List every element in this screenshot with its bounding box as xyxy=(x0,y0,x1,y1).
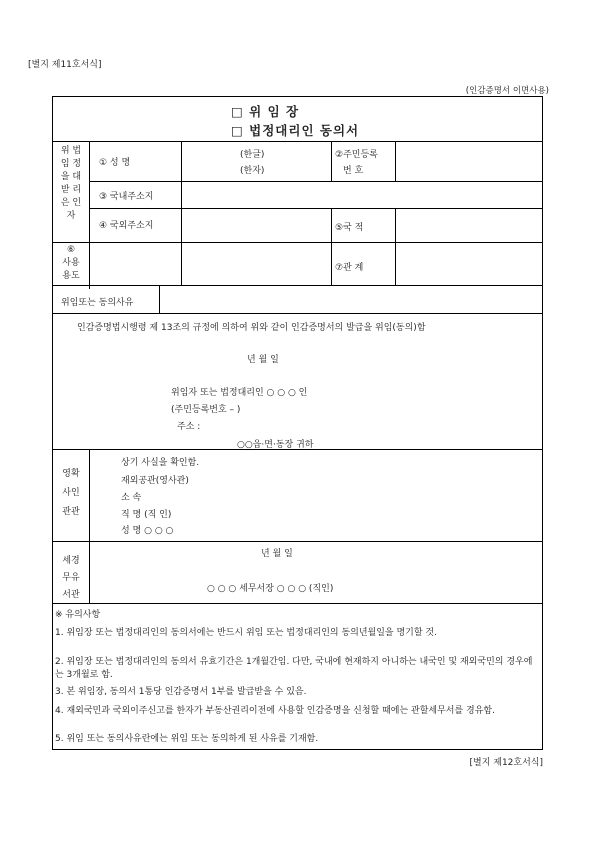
foreign-address-label: ④ 국외주소지 xyxy=(99,221,154,231)
note-item-4: 4. 재외국민과 국외이주신고를 한자가 부동산권리이전에 사용할 인감증명을 신청할 때에는 관할세무서를 경유함. xyxy=(55,706,495,716)
note-item-1: 1. 위임장 또는 법정대리인의 동의서에는 반드시 위임 또는 법정대리인의 동의년월일을 명기할 것. xyxy=(55,628,437,638)
relation-label: ⑦관 계 xyxy=(335,263,364,273)
nationality-field[interactable] xyxy=(399,218,539,232)
name-hanja-field[interactable]: (한자) xyxy=(240,166,265,176)
name-hangul-field[interactable]: (한글) xyxy=(240,150,265,160)
delegator-side-label: 위 법 임 정 을 대 받 리 은 인 자 xyxy=(60,146,82,221)
delegator-signature-line: 위임자 또는 법정대리인 ○ ○ ○ 인 xyxy=(171,388,308,398)
foreign-address-field[interactable] xyxy=(187,216,327,230)
delegator-address-line: 주소 : xyxy=(177,422,201,432)
title-guardian-consent: □ 법정대리인 동의서 xyxy=(231,123,360,138)
consul-label: 영확 사인 관관 xyxy=(62,469,80,517)
reason-label: 위임또는 동의사유 xyxy=(61,298,134,308)
consul-affiliation: 소 속 xyxy=(121,493,142,503)
footer-form-number: [별지 제12호서식] xyxy=(469,758,543,768)
usage-field[interactable] xyxy=(93,251,327,277)
tax-signature-line: ○ ○ ○ 세무서장 ○ ○ ○ (직인) xyxy=(207,584,334,594)
notes-heading: ※ 유의사항 xyxy=(55,610,101,620)
note-item-2: 2. 위임장 또는 법정대리인의 동의서 유효기간은 1개월간임. 다만, 국내에 현재하지 아니하는 내국인 및 재외국민의 경우에는 3개월로 함. xyxy=(55,657,533,680)
consul-office: 재외공관(영사관) xyxy=(121,476,189,486)
delegator-reg-no-line: (주민등록번호 – ) xyxy=(171,405,241,415)
statement-text: 인감증명법시행령 제 13조의 규정에 의하여 위와 같이 인감증명서의 발급을 위임(동의)함 xyxy=(77,323,426,333)
tax-office-label: 세경 무유 서관 xyxy=(62,556,80,600)
note-item-5: 5. 위임 또는 동의사유란에는 위임 또는 동의하게 된 사유를 기재함. xyxy=(55,734,319,744)
reg-no-label: ②주민등록 xyxy=(335,150,378,160)
consul-name: 성 명 ○ ○ ○ xyxy=(121,526,174,536)
nationality-label: ⑤국 적 xyxy=(335,223,364,233)
reason-field[interactable] xyxy=(165,293,535,307)
form-number-label: [별지 제11호서식] xyxy=(28,60,102,70)
title-delegation: □ 위 임 장 xyxy=(231,104,300,119)
domestic-address-field[interactable] xyxy=(187,187,527,201)
usage-label: ⑥ 사용 용도 xyxy=(62,245,80,281)
usage-note: (인감증명서 이면사용) xyxy=(465,86,549,96)
statement-recipient: ○○읍·면·동장 귀하 xyxy=(237,440,314,450)
relation-field[interactable] xyxy=(399,257,539,271)
consul-confirm-text: 상기 사실을 확인함. xyxy=(121,458,200,468)
domestic-address-label: ③ 국내주소지 xyxy=(99,192,154,202)
reg-no-field[interactable] xyxy=(399,153,539,169)
delegation-form xyxy=(52,96,543,750)
name-label: ① 성 명 xyxy=(99,158,131,168)
tax-date: 년 월 일 xyxy=(261,549,293,559)
statement-date: 년 월 일 xyxy=(247,355,279,365)
reg-no-label-2: 번 호 xyxy=(343,166,364,176)
note-item-3: 3. 본 위임장, 동의서 1통당 인감증명서 1부를 발급받을 수 있음. xyxy=(55,687,307,697)
consul-position: 직 명 (직 인) xyxy=(121,510,172,520)
